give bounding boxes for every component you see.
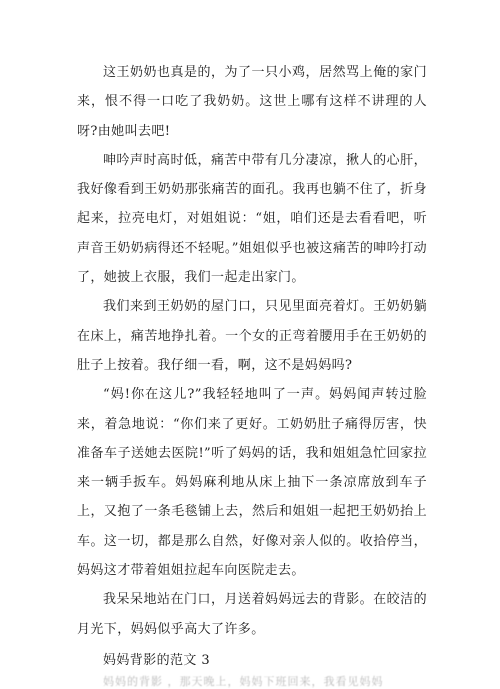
- paragraph-1: 这王奶奶也真是的，为了一只小鸡，居然骂上俺的家门来，恨不得一口吃了我奶奶。这世上哪有这样不讲理的人呀?由她叫去吧!: [77, 65, 427, 139]
- section-heading: 妈妈背影的范文 3: [103, 652, 211, 668]
- document-body: [77, 58, 427, 689]
- paragraph-4: “妈!你在这儿?”我轻轻地叫了一声。妈妈闻声转过脸来，着急地说：“你们来了更好。工奶奶肚子痛得厉害，快准备车子送她去医院!”听了妈妈的话，我和姐姐急忙回家拉来一辆手扳车。妈妈麻利地从床上抽下一条凉席放到车子上，又抱了一条毛毯铺上去，然后和姐姐一起把王奶奶抬上车。这一切，都是那么自然，好像对亲人似的。收拾停当，妈妈这才带着姐姐拉起车向医院走去。: [77, 387, 427, 579]
- paragraph-3: 我们来到王奶奶的屋门口，只见里面亮着灯。王奶奶躺在床上，痛苦地挣扎着。一个女的正弯着腰用手在王奶奶的肚子上按着。我仔细一看，啊，这不是妈妈吗?: [77, 299, 427, 373]
- paragraph-2: 呻吟声时高时低，痛苦中带有几分凄凉，揪人的心肝，我好像看到王奶奶那张痛苦的面孔。我再也躺不住了，折身起来，拉亮电灯，对姐姐说：“姐，咱们还是去看看吧，听声音王奶奶病得还不轻呢。”姐姐似乎也被这痛苦的呻吟打动了，她披上衣服，我们一起走出家门。: [77, 152, 427, 286]
- paragraph-5: 我呆呆地站在门口，月送着妈妈远去的背影。在皎洁的月光下，妈妈似乎高大了许多。: [77, 592, 427, 637]
- cutoff-text-line: 妈妈的背影 ，那天晚上，妈妈下班回来，我看见妈妈: [103, 675, 384, 689]
